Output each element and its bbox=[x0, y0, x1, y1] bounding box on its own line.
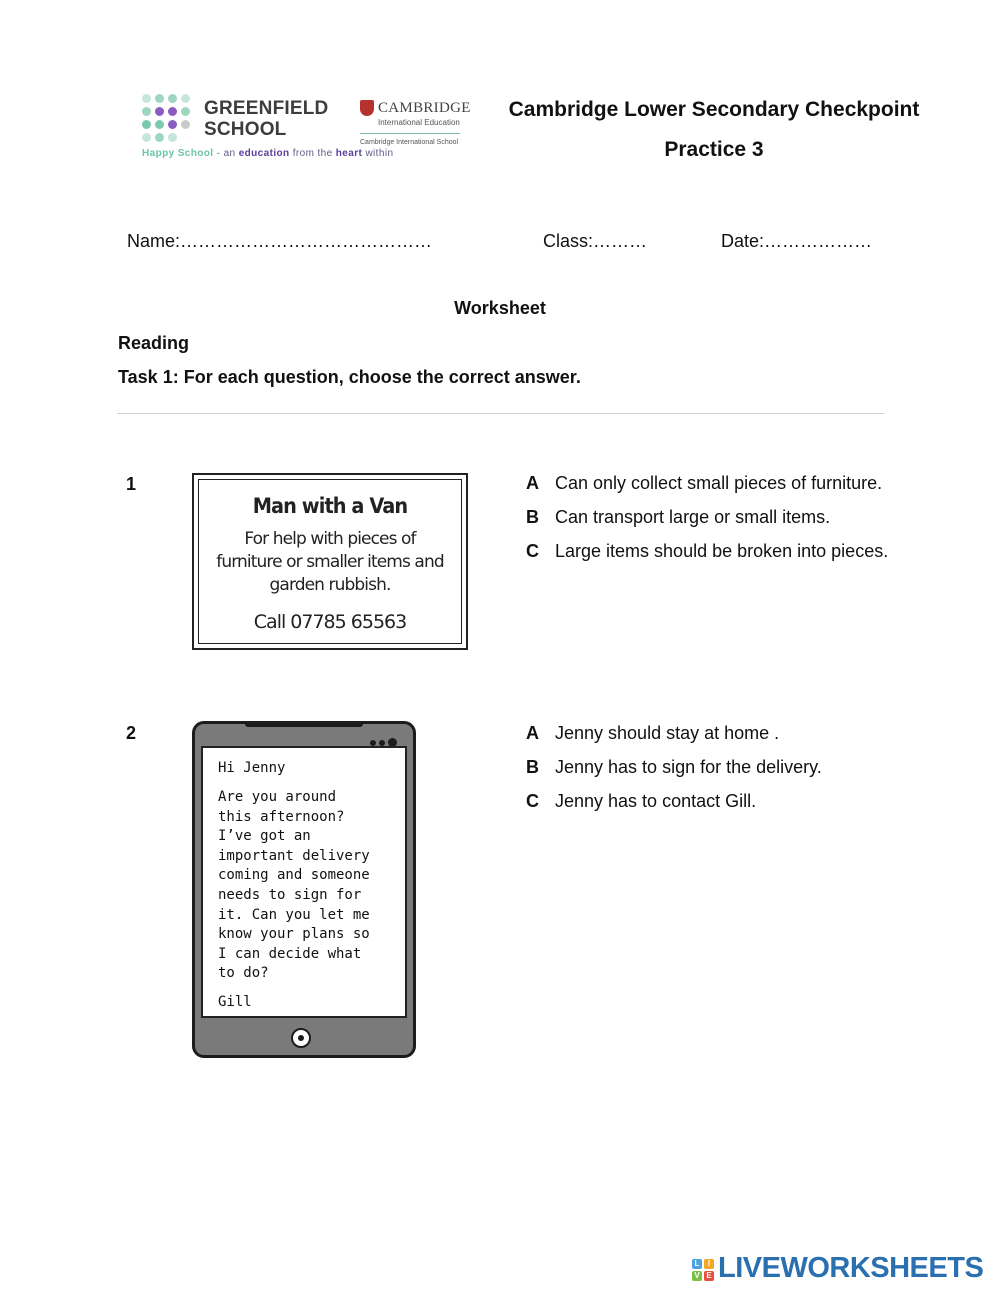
option-text: Jenny has to contact Gill. bbox=[555, 791, 757, 811]
answer-option-1c[interactable] bbox=[526, 541, 888, 562]
option-letter: A bbox=[526, 723, 539, 743]
option-letter: A bbox=[526, 473, 539, 493]
logo-dots-icon bbox=[142, 94, 194, 142]
school-name-line2: SCHOOL bbox=[204, 119, 287, 140]
tagline-education: education bbox=[238, 148, 290, 159]
tagline-within: within bbox=[365, 148, 394, 159]
answer-option-2a[interactable] bbox=[526, 723, 779, 744]
option-letter: B bbox=[526, 507, 539, 527]
option-text: Jenny should stay at home . bbox=[555, 723, 780, 743]
notice-body: For help with pieces of furniture or smaller items and garden rubbish. bbox=[216, 529, 444, 595]
message-greeting: Hi Jenny bbox=[218, 760, 286, 776]
option-text: Can only collect small pieces of furniture. bbox=[555, 473, 883, 493]
school-logo bbox=[140, 92, 471, 164]
task-instructions: Task 1: For each question, choose the correct answer. bbox=[118, 367, 581, 387]
date-field[interactable]: Date:……………… bbox=[721, 231, 873, 251]
page-subtitle: Practice 3 bbox=[664, 138, 764, 161]
reading-heading: Reading bbox=[118, 333, 190, 353]
option-text: Jenny has to sign for the delivery. bbox=[555, 757, 822, 777]
notice-image bbox=[192, 473, 468, 650]
tagline-from-the: from the bbox=[292, 148, 333, 159]
phone-speaker-icon bbox=[245, 721, 363, 727]
option-letter: C bbox=[526, 541, 539, 561]
phone-image bbox=[192, 721, 416, 1058]
liveworksheets-icon: L I V E bbox=[692, 1259, 716, 1283]
option-letter: C bbox=[526, 791, 539, 811]
divider bbox=[117, 413, 884, 414]
option-text: Large items should be broken into pieces. bbox=[555, 541, 889, 561]
school-name bbox=[204, 98, 328, 140]
cambridge-subtitle: International Education bbox=[378, 118, 460, 127]
worksheet-heading: Worksheet bbox=[454, 298, 546, 318]
name-field[interactable]: Name:…………………………………… bbox=[127, 231, 433, 251]
home-button-icon bbox=[291, 1028, 311, 1048]
question-number: 2 bbox=[126, 723, 137, 743]
message-signature: Gill bbox=[218, 993, 252, 1010]
question-number: 1 bbox=[126, 474, 137, 494]
tagline-an: an bbox=[223, 148, 236, 159]
answer-option-1a[interactable] bbox=[526, 473, 882, 494]
tagline-heart: heart bbox=[335, 148, 363, 159]
message-body: Are you around this afternoon? I’ve got an important delivery coming and someone needs to sign for it. Can you let me know your plans so I can decide what to do? bbox=[218, 789, 370, 982]
option-letter: B bbox=[526, 757, 539, 777]
notice-title: Man with a Van bbox=[252, 494, 408, 518]
school-name-line1: GREENFIELD bbox=[204, 98, 329, 119]
phone-screen bbox=[201, 746, 407, 1018]
class-field[interactable]: Class:……… bbox=[543, 231, 648, 251]
tagline-happy: Happy School - bbox=[142, 148, 221, 159]
page-title: Cambridge Lower Secondary Checkpoint bbox=[508, 98, 920, 121]
answer-option-2c[interactable] bbox=[526, 791, 756, 812]
brand-text: LIVEWORKSHEETS bbox=[718, 1252, 984, 1284]
answer-option-2b[interactable] bbox=[526, 757, 822, 778]
cambridge-school-label: Cambridge International School bbox=[360, 139, 459, 146]
notice-phone: Call 07785 65563 bbox=[253, 611, 407, 633]
tagline bbox=[142, 148, 393, 159]
option-text: Can transport large or small items. bbox=[555, 507, 831, 527]
cambridge-shield-icon bbox=[360, 100, 374, 116]
cambridge-title: CAMBRIDGE bbox=[378, 100, 471, 116]
answer-option-1b[interactable] bbox=[526, 507, 830, 528]
